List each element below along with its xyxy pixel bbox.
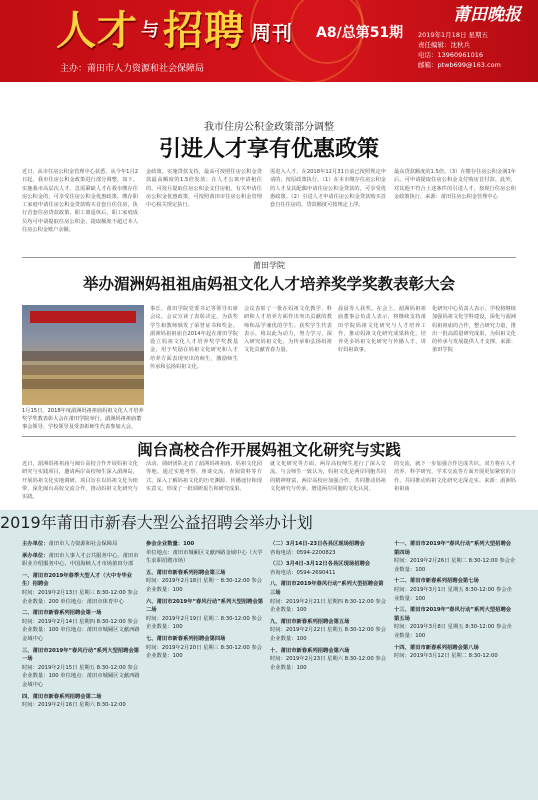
article2-col1: 事长、莆田学院党委书记等领导出席会议。会议宣读了表彰决定，为获奖学生和教师颁发了荣誉证书和奖金。湄洲妈祖祖庙自2014年起在莆田学院设立妈祖文化人才培养奖学奖教基金，用于奖励在妈祖文化研究和人才培养方面表现突出的师生，激励师生传承和弘扬妈祖文化。	[150, 306, 238, 371]
schedule-item-detail: 时间：2019年2月19日 星期二 8:30-12:00 参会企业数量：100	[146, 615, 262, 631]
article1-kicker: 我市住房公积金政策部分调整	[204, 122, 334, 133]
schedule-item	[22, 572, 140, 606]
section-divider	[22, 257, 516, 258]
schedule-item-detail: 时间：2019年2月21日 星期四 8:30-12:00 参会企业数量：100	[270, 598, 386, 614]
schedule-item-title: （二）3月14日-23日各县区现场招聘会	[270, 541, 365, 547]
schedule-item-title: 十四、莆田市新春系列招聘会第八场	[394, 644, 479, 651]
newspaper-logo: 莆田晚报	[453, 5, 521, 25]
schedule-item	[394, 606, 516, 640]
schedule-item	[270, 540, 388, 557]
article2-kicker: 莆田学院	[253, 261, 285, 270]
schedule-item-detail: 莆田市人事人才公共服务中心、莆田市职业介绍服务中心、中国海峡人才市场莆田分部	[22, 552, 139, 568]
article2-col2: 会议表彰了一批在妈祖文化教学、科研和人才培养方面作出突出贡献的教师和品学兼优的学生。获奖学生代表表示，将以此为动力，努力学习，深入研究妈祖文化，为传承和弘扬妈祖文化贡献青春力量。	[244, 306, 332, 354]
title-part-a: 人才	[56, 7, 138, 54]
schedule-item	[146, 635, 264, 661]
schedule-item	[22, 609, 140, 643]
schedule-item-title: 四、莆田市新春系列招聘会第二场	[22, 693, 102, 700]
schedule-col2	[146, 540, 264, 796]
schedule-item-title: 九、莆田市新春系列招聘会第五场	[270, 618, 350, 625]
schedule-item-title: 六、莆田市2019年“春风行动”系列大型招聘会第二场	[146, 598, 264, 614]
schedule-item-title: 十三、莆田市2019年“春风行动”系列大型招聘会第五场	[394, 607, 512, 622]
masthead	[0, 0, 538, 82]
title-weekly: 周刊	[251, 21, 293, 45]
schedule-item	[394, 577, 516, 603]
schedule-item-detail: 时间：2019年2月16日 星期六 8:30-12:00	[22, 702, 126, 709]
article1-col2: 金政策，实施贷款支持，最高可按照住房公积金贷款最高额度的1.5倍发放；在人才公寓申请租住的，可按月提取住房公积金支付房租。有关申请住房公积金优惠政策，可按照莆田市住房公积金管理中心相关规定执行。	[146, 169, 262, 209]
schedule-item	[270, 560, 388, 577]
schedule-item-detail: 时间：2019年2月13日 星期三 8:30-12:00 参会企业数量：200 单位地点：莆田市体育中心	[22, 589, 138, 605]
schedule-item-title: 一、莆田市2019年春季大型人才（大中专毕业生）招聘会	[22, 572, 133, 588]
schedule-item	[22, 693, 140, 710]
photo-people-row	[22, 379, 144, 389]
schedule-item-title: 五、莆田市新春系列招聘会第三场	[146, 569, 226, 576]
schedule-item-detail: 咨询电话：0594-2690411	[270, 569, 336, 576]
schedule-item-title: 二、莆田市新春系列招聘会第一场	[22, 610, 102, 617]
schedule-item-title: 三、莆田市2019年“春风行动”系列大型招聘会第一场	[22, 647, 140, 663]
sponsor-line: 主办：莆田市人力资源和社会保障局	[60, 64, 205, 74]
schedule-item	[270, 647, 388, 673]
schedule-item	[22, 540, 140, 549]
phone-line: 电话：13960961016	[418, 51, 483, 59]
schedule-item-detail: 时间：2019年3月1日 星期五 8:30-12:00 参会企业数量：100	[394, 586, 512, 602]
article1-col4: 最高贷款额度的1.5倍。（3）在缴存住房公积金满1年后，可申请提取住房公积金支付购房首付款。此外，对其他不符合上述条件的引进人才，按现行住房公积金政策执行。来源：莆田住房公积金管理中心	[394, 169, 516, 200]
schedule-item-title: 七、莆田市新春系列招聘会第四场	[146, 635, 226, 642]
article2-headline: 举办湄洲妈祖祖庙妈祖文化人才培养奖学奖教表彰大会	[82, 275, 455, 293]
section-divider	[22, 436, 516, 437]
schedule-item-title: 承办单位：	[22, 552, 49, 559]
photo-people-row	[22, 365, 144, 375]
schedule-item-title: 主办单位：	[22, 541, 49, 547]
photo-people-row	[22, 351, 144, 361]
title-part-b: 招聘	[163, 7, 245, 54]
article3-col3: 就文化研究等方面，两岸高校师生进行了深入交流。与会师生一致认为，妈祖文化是两岸同胞共同的精神财富，两岸高校应加强合作，共同推动妈祖文化研究与传承，增进两岸同胞的文化认同。	[270, 461, 386, 492]
email-line: 邮箱：ptwb699@163.com	[418, 61, 501, 69]
award-ceremony-photo	[22, 305, 144, 405]
schedule-item	[146, 569, 264, 595]
article1-col1: 近日，从市住房公积金管理中心获悉，从今年1月2日起，我市住房公积金政策进行部分调整，如下。实施我市高层次人才、急需紧缺人才在我市缴存住房公积金的，可享受住房公积金优惠政策。缴存职工家庭申请住房公积金贷款购买首套自住住房，执行首套住房贷款政策。职工离退休后，职工家庭成员均可申请提取住房公积金，提取额度不超过本人住房公积金账户余额。	[22, 169, 138, 234]
editor-line: 责任编辑：沈秋兵	[418, 41, 470, 49]
schedule-item	[22, 647, 140, 690]
article2-col3: 晨晨等人获奖。在会上，湄洲妈祖祖庙董事会负责人表示，将继续支持莆田学院妈祖文化研究与人才培养工作，推动妈祖文化研究成果转化，培养更多妈祖文化研究与传播人才，讲好妈祖故事。	[338, 306, 426, 354]
date-line: 2019年1月18日 星期五	[418, 31, 489, 39]
masthead-info	[418, 30, 536, 70]
schedule-col3	[270, 540, 388, 796]
schedule-item	[146, 598, 264, 632]
article3-col2: 活动。调研团队走访了湄洲妈祖祖庙、妈祖文化园等地，通过实地考察、座谈交流、查阅资料等方式，深入了解妈祖文化的历史渊源、传播途径和现实意义，形成了一批调研报告和研究成果。	[146, 461, 262, 492]
schedule-item	[394, 644, 516, 661]
schedule-item-detail: 单位地点：莆田市城厢区文献西路金域中心（大学生求职招聘市场）	[146, 549, 263, 565]
schedule-item-title: 十一、莆田市2019年“春风行动”系列大型招聘会第四场	[394, 541, 512, 556]
schedule-item	[270, 618, 388, 644]
article3-col1: 近日，湄洲妈祖祖庙与闽台高校合作开展妈祖文化研究与实践项目，邀请两岸高校师生深入湄洲岛，开展妈祖文化实地调研。项目旨在以妈祖文化为纽带，深化闽台高校交流合作，推动妈祖文化研究与实践。	[22, 461, 138, 501]
photo-caption: 1月15日，2018年度湄洲妈祖祖庙妈祖文化人才培养奖学奖教表彰大会在莆田学院举行。湄洲妈祖祖庙董事会领导、学校领导及受表彰师生代表参加大会。	[22, 408, 144, 430]
schedule-item	[270, 580, 388, 614]
page-number: A8/总第51期	[316, 25, 404, 41]
schedule-item-detail: 时间：2019年2月26日 星期二 8:30-12:00 参会企业数量：100	[394, 558, 516, 573]
schedule-item	[394, 540, 516, 574]
schedule-item-detail: 时间：2019年2月22日 星期五 8:30-12:00 参会企业数量：100	[270, 627, 386, 642]
schedule-item-detail: 时间：2019年2月20日 星期三 8:30-12:00 参会企业数量：100	[146, 644, 262, 660]
photo-banner	[30, 311, 136, 323]
title-connector: 与	[141, 20, 160, 41]
schedule-item-detail: 时间：2019年2月23日 星期六 8:30-12:00 参会企业数量：100	[270, 656, 386, 671]
schedule-item-detail: 时间：2019年3月12日 星期二 8:30-12:00	[394, 653, 498, 660]
schedule-item-detail: 时间：2019年2月14日 星期四 8:30-12:00 参会企业数量：100 单位地点：莆田市城厢区文献西路金域中心	[22, 618, 140, 642]
schedule-item-detail: 时间：2019年2月15日 星期五 8:30-12:00 参会企业数量：100 单位地点：莆田市城厢区文献西路金域中心	[22, 664, 140, 688]
article3-col4: 的交流，就下一步加强合作达成共识。双方将在人才培养、科学研究、学术交流等方面开展更加紧密的合作，共同推动妈祖文化研究走深走实。来源：湄洲妈祖祖庙	[394, 461, 516, 492]
schedule-col4	[394, 540, 516, 796]
schedule-item-detail: 咨询电话：0594-2200823	[270, 549, 336, 556]
schedule-item	[146, 540, 264, 566]
article1-col3: 需进入人才，在2018年12月31日前已按照规定申请的，按原政策执行。（1）在本市缴存住房公积金的人才及其配偶申请住房公积金贷款的，可享受优惠政策。（2）引进人才申请住房公积金贷款购买首套自住住房的，贷款额度可按规定上浮。	[270, 169, 386, 209]
schedule-item-title: 参会企业数量：100	[146, 541, 195, 547]
schedule-item-title: （三）3月4日-3月12日各县区现场招聘会	[270, 561, 371, 568]
masthead-title	[56, 8, 293, 56]
schedule-col1	[22, 540, 140, 796]
schedule-headline: 2019年莆田市新春大型公益招聘会举办计划	[0, 513, 313, 532]
article2-col4: 化研究中心负责人表示，学校将继续加强妈祖文化学科建设，深化与湄洲妈祖祖庙的合作，整合研究力量，推出一批高质量研究成果，为妈祖文化的传承与发展提供人才支撑。来源：莆田学院	[432, 306, 516, 354]
schedule-item-detail: 莆田市人力资源和社会保障局	[48, 541, 118, 547]
schedule-item-detail: 时间：2019年2月18日 星期一 8:30-12:00 参会企业数量：100	[146, 578, 262, 593]
schedule-item-title: 十二、莆田市新春系列招聘会第七场	[394, 578, 479, 585]
schedule-item-detail: 时间：2019年3月8日 星期五 8:30-12:00 参会企业数量：100	[394, 624, 512, 639]
article3-headline: 闽台高校合作开展妈祖文化研究与实践	[137, 441, 401, 459]
schedule-item-title: 十、莆田市新春系列招聘会第六场	[270, 647, 350, 654]
schedule-item-title: 八、莆田市2019年春风行动“系列大型招聘会第三场	[270, 581, 384, 596]
schedule-item	[22, 552, 140, 569]
article1-headline: 引进人才享有优惠政策	[158, 137, 379, 162]
